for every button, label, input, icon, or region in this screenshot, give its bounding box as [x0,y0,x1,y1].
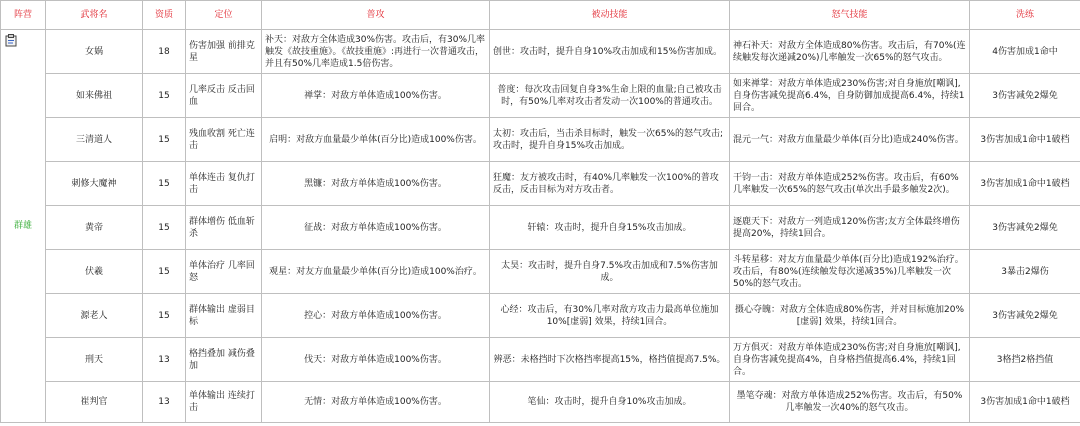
hero-passive: 笔仙：攻击时，提升自身10%攻击加成。 [490,382,730,423]
hero-normal-attack: 观星：对友方血量最少单体(百分比)造成100%治疗。 [262,250,490,294]
hero-rage: 墨笔夺魂：对敌方单体造成252%伤害。攻击后，有50%几率触发一次40%的怒气攻击。 [730,382,970,423]
hero-passive: 狂魔：友方被攻击时，有40%几率触发一次100%的普攻反击，反击目标为对方攻击者。 [490,162,730,206]
table-row [1,382,1080,423]
hero-rage: 斗转星移：对友方血量最少单体(百分比)造成192%治疗。攻击后，有80%(连续触发每次递减35%)几率触发一次50%的怒气攻击。 [730,250,970,294]
hero-role: 单体治疗 几率回怒 [186,250,262,294]
hero-passive: 太昊：攻击时，提升自身7.5%攻击加成和7.5%伤害加成。 [490,250,730,294]
faction-label: 群雄 [13,221,32,231]
table-row [1,206,1080,250]
hero-normal-attack: 补天：对敌方全体造成30%伤害。攻击后，有30%几率触发《故技重施》。《故技重施》:再进行一次普通攻击，并且有50%几率造成1.5倍伤害。 [262,30,490,74]
header-name: 武将名 [46,1,143,30]
hero-aptitude: 13 [143,338,186,382]
hero-aptitude: 15 [143,250,186,294]
hero-refine: 3伤害加成1命中1破档 [970,118,1080,162]
header-role: 定位 [186,1,262,30]
header-row [1,1,1080,30]
header-normal-attack: 普攻 [262,1,490,30]
hero-name: 三清道人 [46,118,143,162]
hero-aptitude: 15 [143,118,186,162]
hero-passive: 心经：攻击后，有30%几率对敌方攻击力最高单位施加10%[虚弱] 效果，持续1回合。 [490,294,730,338]
hero-refine: 3格挡2格挡值 [970,338,1080,382]
hero-normal-attack: 黑镰：对敌方单体造成100%伤害。 [262,162,490,206]
header-refine: 洗练 [970,1,1080,30]
hero-rage: 万方俱灭：对敌方单体造成230%伤害;对自身施放[嘲讽],自身伤害减免提高4%，自身格挡值提高6.4%，持续1回合。 [730,338,970,382]
hero-name: 如来佛祖 [46,74,143,118]
hero-refine: 3伤害减免2爆免 [970,74,1080,118]
table-row [1,338,1080,382]
hero-passive: 普度：每次攻击回复自身3%生命上限的血量;自己被攻击时，有50%几率对攻击者发动一次100%的普通攻击。 [490,74,730,118]
hero-rage: 干钧一击：对敌方单体造成252%伤害。攻击后，有60%几率触发一次65%的怒气攻击(单次出手最多触发2次)。 [730,162,970,206]
hero-normal-attack: 启明：对敌方血量最少单体(百分比)造成100%伤害。 [262,118,490,162]
hero-name: 黄帝 [46,206,143,250]
hero-aptitude: 15 [143,206,186,250]
hero-role: 单体输出 连续打击 [186,382,262,423]
hero-normal-attack: 伐天：对敌方单体造成100%伤害。 [262,338,490,382]
hero-refine: 3伤害减免2爆免 [970,206,1080,250]
hero-aptitude: 18 [143,30,186,74]
hero-passive: 辨恶：未格挡时下次格挡率提高15%，格挡值提高7.5%。 [490,338,730,382]
hero-name: 源老人 [46,294,143,338]
hero-passive: 创世：攻击时，提升自身10%攻击加成和15%伤害加成。 [490,30,730,74]
hero-rage: 摄心夺魄：对敌方全体造成80%伤害，并对目标施加20%[虚弱] 效果，持续1回合。 [730,294,970,338]
header-aptitude: 资质 [143,1,186,30]
hero-aptitude: 15 [143,74,186,118]
faction-cell [1,30,46,423]
hero-aptitude: 13 [143,382,186,423]
table-row [1,162,1080,206]
hero-rage: 逐鹿天下：对敌方一列造成120%伤害;友方全体最终增伤提高20%，持续1回合。 [730,206,970,250]
hero-role: 群体输出 虚弱目标 [186,294,262,338]
hero-aptitude: 15 [143,294,186,338]
hero-aptitude: 15 [143,162,186,206]
hero-passive: 太初：攻击后，当击杀目标时，触发一次65%的怒气攻击;攻击时，提升自身15%攻击加成。 [490,118,730,162]
hero-name: 女娲 [46,30,143,74]
clipboard-icon [5,34,17,47]
hero-refine: 3伤害减免2爆免 [970,294,1080,338]
hero-normal-attack: 禅掌：对敌方单体造成100%伤害。 [262,74,490,118]
table-row [1,294,1080,338]
hero-rage: 神石补天：对敌方全体造成80%伤害。攻击后，有70%(连续触发每次递减20%)几率触发一次65%的怒气攻击。 [730,30,970,74]
hero-name: 刺修大魔神 [46,162,143,206]
hero-refine: 4伤害加成1命中 [970,30,1080,74]
hero-name: 刑天 [46,338,143,382]
hero-role: 伤害加强 前排克星 [186,30,262,74]
hero-normal-attack: 征战：对敌方单体造成100%伤害。 [262,206,490,250]
header-faction: 阵营 [1,1,46,30]
header-passive-skill: 被动技能 [490,1,730,30]
hero-rage: 如来禅掌：对敌方单体造成230%伤害;对自身施放[嘲讽],自身伤害减免提高6.4%，自身防御加成提高6.4%，持续1回合。 [730,74,970,118]
hero-role: 几率反击 反击回血 [186,74,262,118]
table-row [1,250,1080,294]
hero-passive: 轩辕：攻击时，提升自身15%攻击加成。 [490,206,730,250]
hero-refine: 3伤害加成1命中1破档 [970,382,1080,423]
hero-role: 格挡叠加 减伤叠加 [186,338,262,382]
table-row [1,118,1080,162]
header-rage-skill: 怒气技能 [730,1,970,30]
hero-name: 崔判官 [46,382,143,423]
hero-role: 单体连击 复仇打击 [186,162,262,206]
hero-normal-attack: 控心：对敌方单体造成100%伤害。 [262,294,490,338]
table-row [1,74,1080,118]
hero-refine: 3暴击2爆伤 [970,250,1080,294]
hero-role: 群体增伤 低血斩杀 [186,206,262,250]
hero-normal-attack: 无情：对敌方单体造成100%伤害。 [262,382,490,423]
hero-refine: 3伤害加成1命中1破档 [970,162,1080,206]
table-row [1,30,1080,74]
hero-role: 残血收割 死亡连击 [186,118,262,162]
hero-rage: 混元一气：对敌方血量最少单体(百分比)造成240%伤害。 [730,118,970,162]
hero-name: 伏羲 [46,250,143,294]
